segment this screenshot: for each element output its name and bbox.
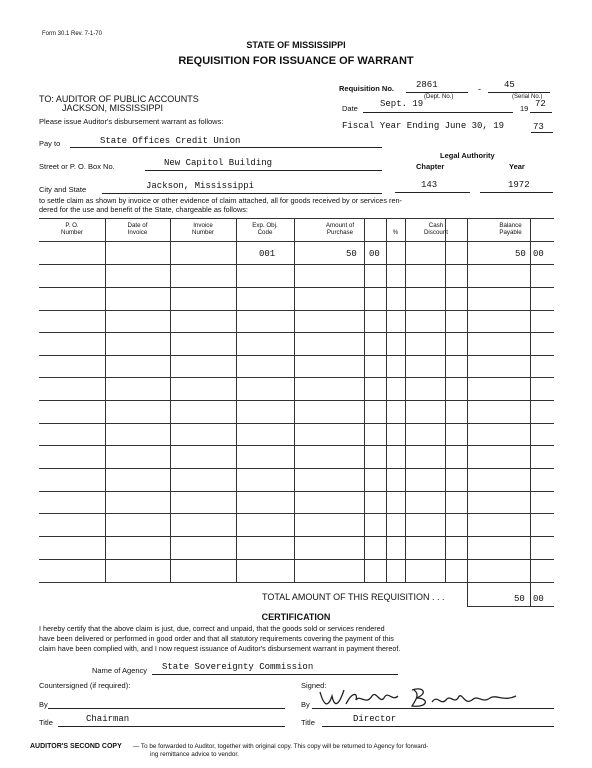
requisition-label: Requisition No. bbox=[339, 84, 394, 93]
street-label: Street or P. O. Box No. bbox=[39, 162, 115, 171]
pay-to-label: Pay to bbox=[39, 139, 61, 148]
certification-line1: I hereby certify that the above claim is just, due, correct and unpaid, that the goods sold or services rendered bbox=[39, 624, 385, 633]
title-value-right: Director bbox=[353, 714, 397, 724]
legal-year-value: 1972 bbox=[508, 180, 530, 190]
page-title: REQUISITION FOR ISSUANCE OF WARRANT bbox=[178, 55, 414, 67]
header-invoice-number: Invoice Number bbox=[191, 222, 214, 236]
total-label: TOTAL AMOUNT OF THIS REQUISITION . . . bbox=[262, 592, 445, 602]
date-year-prefix: 19 bbox=[520, 104, 529, 113]
date-year: 72 bbox=[535, 99, 546, 109]
title-label-right: Title bbox=[301, 718, 315, 727]
dept-caption: (Dept. No.) bbox=[424, 94, 454, 100]
serial-caption: (Serial No.) bbox=[512, 94, 543, 100]
header-balance: Balance Payable bbox=[499, 222, 522, 236]
title-label-left: Title bbox=[39, 718, 53, 727]
city-label: City and State bbox=[39, 185, 87, 194]
total-cents: 00 bbox=[533, 594, 544, 604]
signed-label: Signed: bbox=[301, 681, 327, 690]
copy-label: AUDITOR'S SECOND COPY bbox=[30, 743, 122, 750]
date-value: Sept. 19 bbox=[380, 99, 424, 109]
serial-number: 45 bbox=[504, 80, 515, 90]
chapter-label: Chapter bbox=[416, 162, 445, 171]
total-dollars: 50 bbox=[514, 594, 525, 604]
legal-authority-title: Legal Authority bbox=[440, 151, 495, 160]
fiscal-label: Fiscal Year Ending June 30, 19 bbox=[342, 121, 505, 131]
state-heading: STATE OF MISSISSIPPI bbox=[246, 40, 346, 50]
row-balance-cents: 00 bbox=[533, 249, 544, 259]
certification-line3: claim have been complied with, and I now request issuance of Auditor's disbursement warrant in payment thereof. bbox=[39, 644, 401, 653]
row-amount-dollars: 50 bbox=[346, 249, 357, 259]
settle-text-2: dered for the use and benefit of the State, chargeable as follows: bbox=[39, 205, 248, 214]
pay-to-value: State Offices Credit Union bbox=[100, 136, 241, 146]
signature-image bbox=[316, 684, 526, 712]
agency-label: Name of Agency bbox=[92, 666, 148, 675]
agency-value: State Sovereignty Commission bbox=[162, 662, 314, 672]
addressee-line1: TO: AUDITOR OF PUBLIC ACCOUNTS bbox=[39, 94, 199, 104]
form-number: Form 30.1 Rev. 7-1-70 bbox=[42, 31, 102, 37]
settle-text-1: to settle claim as shown by invoice or other evidence of claim attached, all for goods received by or services ren- bbox=[39, 196, 402, 205]
by-label-right: By bbox=[301, 700, 310, 709]
addressee-line2: JACKSON, MISSISSIPPI bbox=[62, 103, 164, 113]
row-balance-dollars: 50 bbox=[515, 249, 526, 259]
header-amount: Amount of Purchase bbox=[325, 222, 355, 236]
footer-line2: ing remittance advice to vendor. bbox=[150, 751, 239, 758]
title-value-left: Chairman bbox=[86, 714, 130, 724]
certification-line2: have been delivered or performed in good order and that all statutory requirements covering the payment of this bbox=[39, 634, 394, 643]
legal-year-label: Year bbox=[509, 162, 525, 171]
instruction: Please issue Auditor's disbursement warrant as follows: bbox=[39, 117, 224, 126]
by-label-left: By bbox=[39, 700, 48, 709]
fiscal-year: 73 bbox=[533, 122, 544, 132]
chapter-value: 143 bbox=[421, 180, 438, 190]
row-exp-code: 001 bbox=[259, 249, 276, 259]
dept-number: 2861 bbox=[416, 80, 438, 90]
city-value: Jackson, Mississippi bbox=[146, 181, 255, 191]
header-po: P. O. Number bbox=[60, 222, 83, 236]
street-value: New Capitol Building bbox=[164, 158, 273, 168]
header-percent: % bbox=[392, 229, 399, 236]
header-exp-code: Exp. Obj. Code bbox=[252, 222, 278, 236]
countersigned-label: Countersigned (if required): bbox=[39, 681, 131, 690]
row-amount-cents: 00 bbox=[369, 249, 380, 259]
header-invoice-date: Date of Invoice bbox=[127, 222, 148, 236]
footer-line1: — To be forwarded to Auditor, together with original copy. This copy will be returned to Agency for forward- bbox=[133, 743, 429, 750]
header-cash-discount: Cash Discount bbox=[423, 222, 449, 236]
requisition-dash: - bbox=[478, 84, 481, 94]
certification-title: CERTIFICATION bbox=[261, 612, 331, 622]
date-label: Date bbox=[342, 104, 358, 113]
